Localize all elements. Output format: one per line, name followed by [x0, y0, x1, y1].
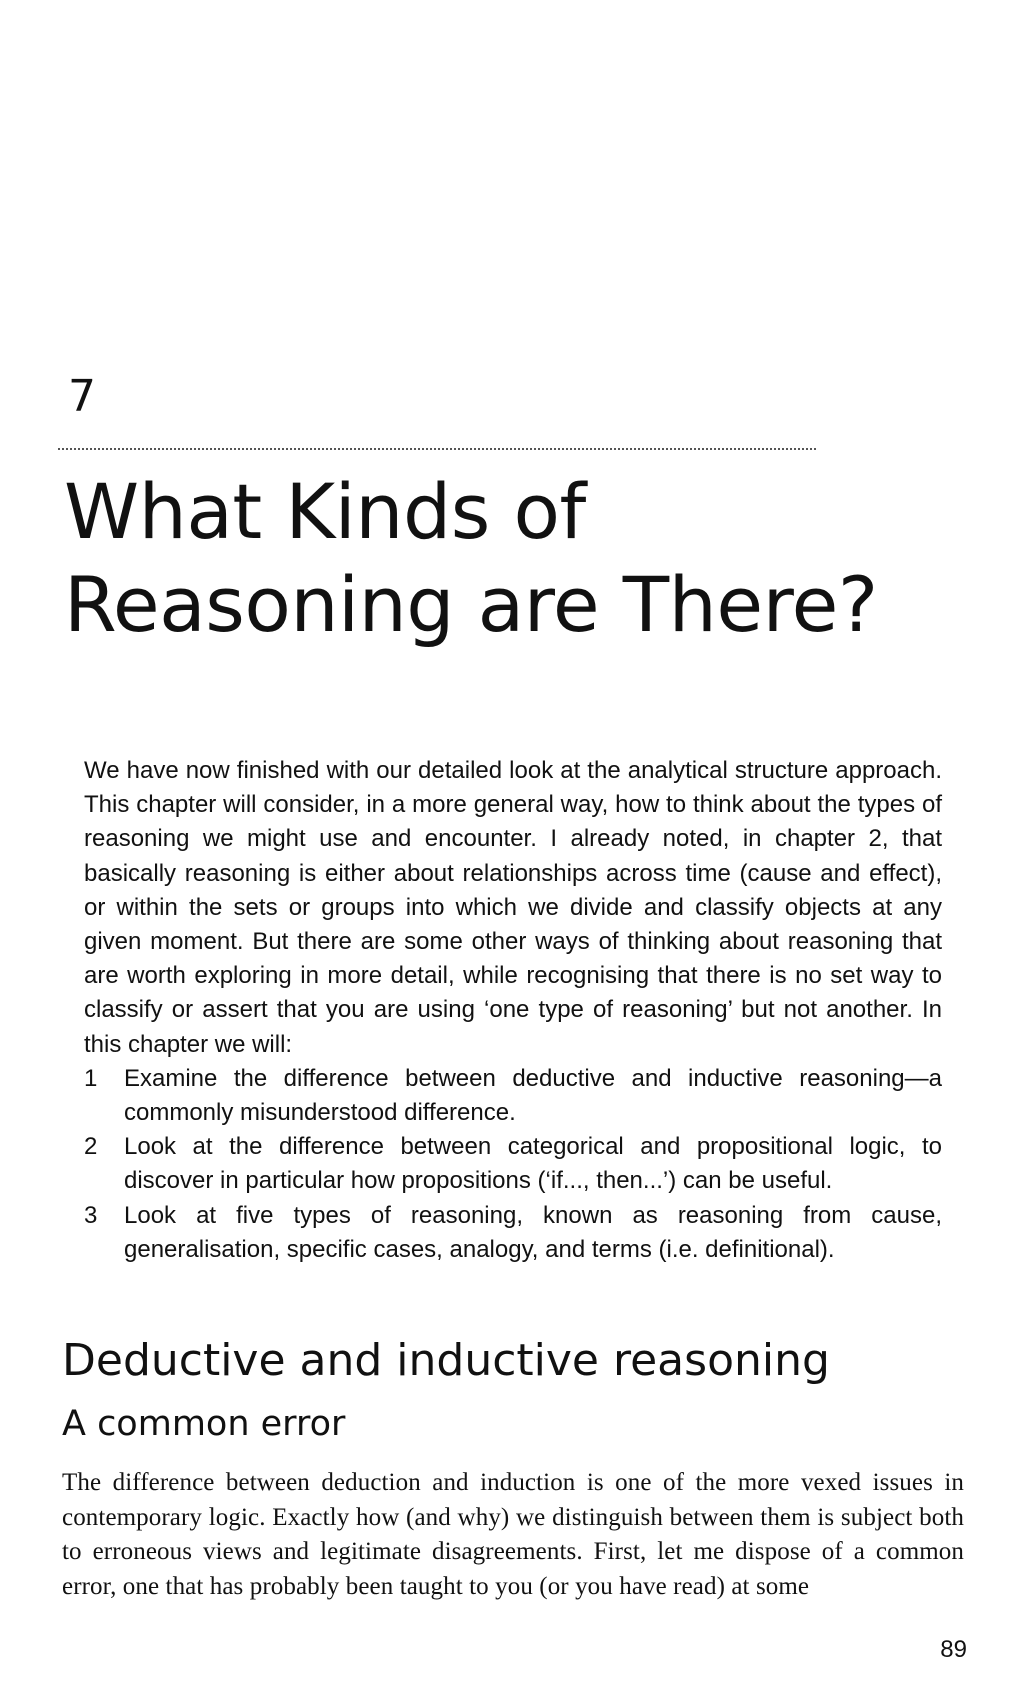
page-number: 89 — [940, 1636, 967, 1663]
chapter-number: 7 — [68, 371, 96, 422]
intro-paragraph: We have now finished with our detailed look at the analytical structure approach. This chapter will consider, in a more general way, how to think about the types of reasoning we might use and encounter. I already noted, in chapter 2, that basically reasoning is either about relationships across time (cause and effect), or within the sets or groups into which we divide and classify objects at any given moment. But there are some other ways of thinking about reasoning that are worth exploring in more detail, while recognising that there is no set way to classify or assert that you are using ‘one type of reasoning’ but not another. In this chapter we will: — [84, 757, 942, 1058]
list-item — [84, 1130, 942, 1198]
section-heading: Deductive and inductive reasoning — [62, 1335, 830, 1386]
chapter-title — [64, 465, 964, 651]
list-item-text: Look at the difference between categorical and propositional logic, to discover in particular how propositions (‘if..., then...’) can be useful. — [124, 1133, 942, 1195]
chapter-divider — [58, 448, 816, 450]
list-item-text: Examine the difference between deductive and inductive reasoning—a commonly misunderstood difference. — [124, 1064, 942, 1127]
chapter-title-line-1: What Kinds of — [64, 467, 586, 556]
list-item-number: 1 — [84, 1064, 98, 1092]
list-item — [84, 1062, 942, 1130]
intro-block — [84, 754, 942, 1267]
list-item-number: 3 — [84, 1201, 98, 1229]
list-item-text: Look at five types of reasoning, known as reasoning from cause, generalisation, specific cases, analogy, and terms (i.e. definitional). — [124, 1201, 942, 1263]
list-item — [84, 1199, 942, 1267]
chapter-title-line-2: Reasoning are There? — [64, 560, 878, 649]
list-item-number: 2 — [84, 1133, 98, 1161]
subsection-heading: A common error — [62, 1404, 346, 1444]
body-paragraph: The difference between deduction and induction is one of the more vexed issues in contemporary logic. Exactly how (and why) we distinguish between them is subject both to erroneous views and legitimate disagreements. First, let me dispose of a common error, one that has probably been taught to you (or you have read) at some — [62, 1469, 964, 1600]
chapter-aims-list — [84, 1062, 942, 1267]
